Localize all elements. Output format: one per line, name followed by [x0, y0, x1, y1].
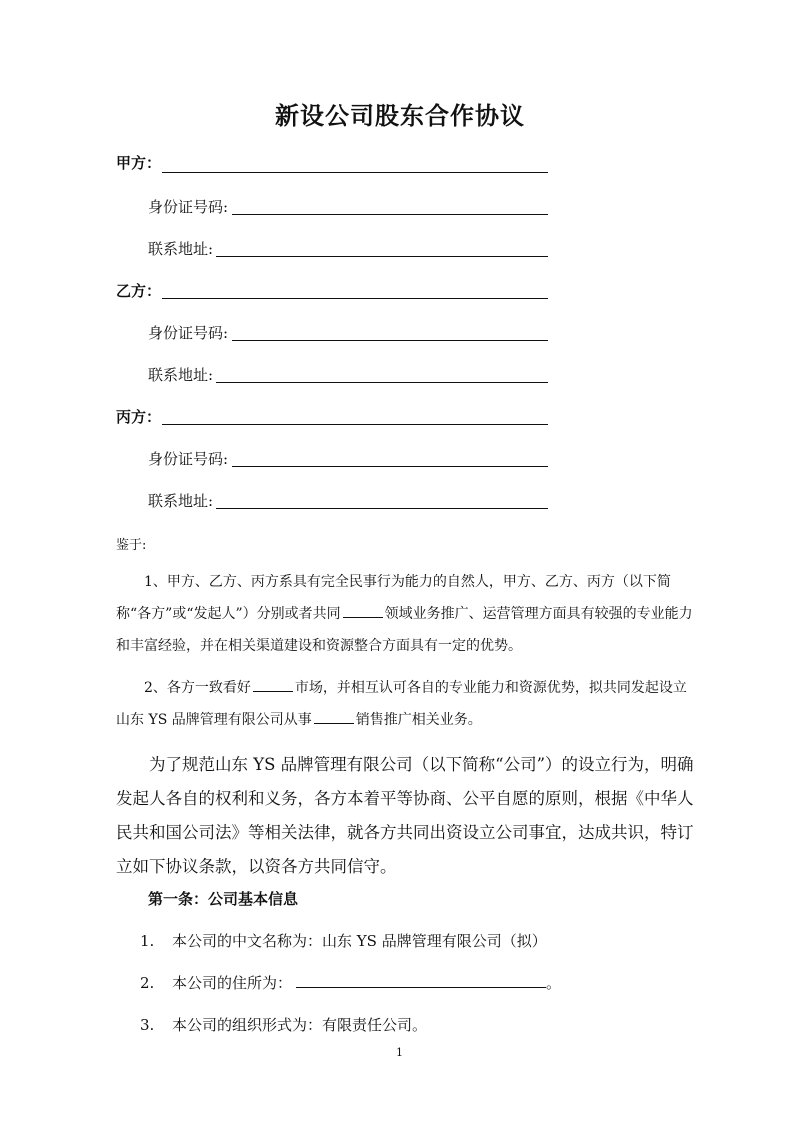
party-b-id-label: 身份证号码: [148, 324, 229, 342]
whereas-label: 鉴于: [116, 538, 147, 553]
clause-2-part-a: 2、各方一致看好 [144, 680, 251, 696]
article-1-item-3 [140, 1014, 427, 1035]
party-a-address-label: 联系地址: [148, 240, 214, 258]
article-1-heading: 第一条：公司基本信息 [148, 890, 299, 908]
party-c-id-line[interactable] [232, 466, 548, 467]
party-b-label: 乙方： [116, 282, 162, 300]
clause-1-blank[interactable] [343, 605, 383, 618]
clause-2-market-blank[interactable] [253, 679, 293, 692]
party-a-id-label: 身份证号码: [148, 198, 229, 216]
document-title: 新设公司股东合作协议 [275, 101, 525, 130]
clause-1-part-a: 1、甲方、乙方、丙方系具有完全民事行为能力的自然人，甲方、乙方、丙方（以下简称“各方”或“发起人”）分别或者共同 [116, 574, 671, 622]
article-1-item-2 [140, 972, 561, 993]
article-1-item-1 [140, 930, 547, 951]
item-text: 本公司的住所为： [172, 974, 293, 992]
party-b-name-line[interactable] [162, 298, 548, 299]
item-number: 3. [140, 1016, 155, 1034]
party-c-address-label: 联系地址: [148, 492, 214, 510]
party-c-address-line[interactable] [216, 508, 548, 509]
item-suffix: 。 [546, 974, 562, 992]
clause-2-business-blank[interactable] [314, 711, 354, 724]
party-c-id-label: 身份证号码: [148, 450, 229, 468]
clause-2-part-c: 销售推广相关业务。 [355, 712, 482, 728]
party-b-address-label: 联系地址: [148, 366, 214, 384]
party-b-address-line[interactable] [216, 382, 548, 383]
party-a-address-line[interactable] [216, 256, 548, 257]
clause-1-part-b: 领域业务推广、运营管理方面具有较强的专业能力和丰富经验，并在相关渠道建设和资源整合方面具有一定的优势。 [116, 606, 693, 654]
item-text: 本公司的中文名称为：山东 YS 品牌管理有限公司（拟） [172, 932, 547, 950]
item-text: 本公司的组织形式为：有限责任公司。 [172, 1016, 428, 1034]
party-a-name-line[interactable] [162, 172, 548, 173]
page-number: 1 [396, 1046, 403, 1059]
clause-2 [116, 672, 696, 736]
purpose-paragraph: 为了规范山东 YS 品牌管理有限公司（以下简称“公司”）的设立行为，明确发起人各自的权利和义务，各方本着平等协商、公平自愿的原则，根据《中华人民共和国公司法》等相关法律，就各方共同出资设立公司事宜，达成共识，特订立如下协议条款，以资各方共同信守。 [116, 755, 694, 876]
party-b-id-line[interactable] [232, 340, 548, 341]
party-a-label: 甲方： [116, 154, 162, 172]
party-a-id-line[interactable] [232, 214, 548, 215]
address-blank-line[interactable] [296, 973, 546, 988]
item-number: 1. [140, 932, 155, 950]
clause-1 [116, 566, 696, 662]
party-c-name-line[interactable] [162, 424, 548, 425]
item-number: 2. [140, 974, 155, 992]
party-c-label: 丙方： [116, 408, 162, 426]
clause-2-part-b: 市场，并相互认可各自的专业能力和资源优势，拟共同发起设立山东 YS 品牌管理有限公司从事 [116, 680, 687, 728]
